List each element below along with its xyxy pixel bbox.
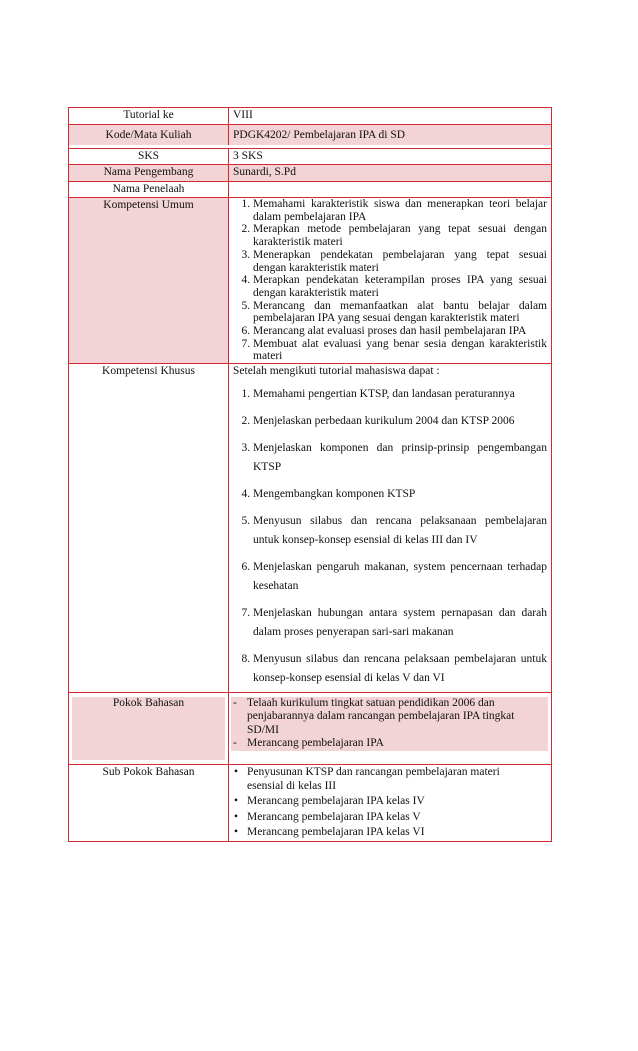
label-penelaah: Nama Penelaah xyxy=(69,182,229,198)
label-kompetensi-khusus: Kompetensi Khusus xyxy=(69,364,229,692)
list-item: 2. Menjelaskan perbedaan kurikulum 2004 dan KTSP 2006 xyxy=(253,412,547,431)
row-penelaah xyxy=(69,181,551,198)
list-item: 5. Merancang dan memanfaatkan alat bantu belajar dalam pembelajaran IPA yang sesuai dengan karakteristik materi xyxy=(253,300,547,325)
list-item: 4. Merapkan pendekatan keterampilan proses IPA yang sesuai dengan karakteristik materi xyxy=(253,274,547,299)
pokok-bahasan-box xyxy=(231,697,548,751)
list-item: • Merancang pembelajaran IPA kelas VI xyxy=(231,826,521,840)
list-item: 3. Menerapkan pendekatan pembelajaran yang tepat sesuai dengan karakteristik materi xyxy=(253,249,547,274)
pokok-bahasan-label-cell xyxy=(69,693,229,765)
kompetensi-khusus-cell xyxy=(229,364,551,692)
value-kode: PDGK4202/ Pembelajaran IPA di SD xyxy=(233,128,406,141)
label-kompetensi-umum: Kompetensi Umum xyxy=(69,198,229,363)
kompetensi-umum-list xyxy=(229,198,547,363)
list-item: • Merancang pembelajaran IPA kelas IV xyxy=(231,795,521,809)
label-sks: SKS xyxy=(69,149,229,165)
pokok-bahasan-list xyxy=(231,697,546,751)
label-pokok-bahasan: Pokok Bahasan xyxy=(72,697,225,761)
list-item: - Merancang pembelajaran IPA xyxy=(231,737,546,751)
value-sks: 3 SKS xyxy=(233,149,263,162)
row-kompetensi-umum xyxy=(69,197,551,363)
list-item: 6. Menjelaskan pengaruh makanan, system pencernaan terhadap kesehatan xyxy=(253,558,547,596)
pokok-bahasan-cell xyxy=(229,693,551,765)
value-pengembang: Sunardi, S.Pd xyxy=(233,166,296,178)
value-penelaah xyxy=(229,182,551,198)
sub-pokok-bahasan-list xyxy=(231,766,521,840)
label-pengembang: Nama Pengembang xyxy=(69,165,229,181)
list-item: • Penyusunan KTSP dan rancangan pembelajaran materi esensial di kelas III xyxy=(231,766,521,793)
kompetensi-khusus-intro: Setelah mengikuti tutorial mahasiswa dapat : xyxy=(233,365,440,378)
sub-pokok-bahasan-cell xyxy=(229,765,551,841)
row-sks xyxy=(69,148,551,165)
label-kode: Kode/Mata Kuliah xyxy=(69,125,229,145)
row-tutorial xyxy=(69,108,551,124)
tutorial-table xyxy=(68,107,552,842)
row-pengembang xyxy=(69,164,551,181)
row-sub-pokok-bahasan xyxy=(69,764,551,841)
list-item: 1. Memahami karakteristik siswa dan menerapkan teori belajar dalam pembelajaran IPA xyxy=(253,198,547,223)
row-pokok-bahasan xyxy=(69,692,551,765)
list-item: - Telaah kurikulum tingkat satuan pendidikan 2006 dan penjabarannya dalam rancangan pembelajaran IPA tingkat SD/MI xyxy=(231,697,546,738)
list-item: 5. Menyusun silabus dan rencana pelaksanaan pembelajaran untuk konsep-konsep esensial di kelas III dan IV xyxy=(253,512,547,550)
kompetensi-umum-cell xyxy=(229,198,551,363)
list-item: 6. Merancang alat evaluasi proses dan hasil pembelajaran IPA xyxy=(253,325,547,338)
list-item: 8. Menyusun silabus dan rencana pelaksaan pembelajaran untuk konsep-konsep esensial di kelas V dan VI xyxy=(253,650,547,688)
list-item: 7. Menjelaskan hubungan antara system pernapasan dan darah dalam proses penyerapan sari-sari makanan xyxy=(253,604,547,642)
row-kompetensi-khusus xyxy=(69,363,551,692)
label-tutorial: Tutorial ke xyxy=(69,108,229,124)
label-sub-pokok-bahasan: Sub Pokok Bahasan xyxy=(69,765,229,841)
list-item: 4. Mengembangkan komponen KTSP xyxy=(253,485,547,504)
row-kode xyxy=(69,124,551,145)
value-tutorial: VIII xyxy=(233,109,253,121)
kompetensi-khusus-list xyxy=(229,385,547,688)
list-item: 3. Menjelaskan komponen dan prinsip-prinsip pengembangan KTSP xyxy=(253,439,547,477)
list-item: • Merancang pembelajaran IPA kelas V xyxy=(231,811,521,825)
list-item: 1. Memahami pengertian KTSP, dan landasan peraturannya xyxy=(253,385,547,404)
list-item: 2. Merapkan metode pembelajaran yang tepat sesuai dengan karakteristik materi xyxy=(253,223,547,248)
list-item: 7. Membuat alat evaluasi yang benar sesia dengan karakteristik materi xyxy=(253,338,547,363)
